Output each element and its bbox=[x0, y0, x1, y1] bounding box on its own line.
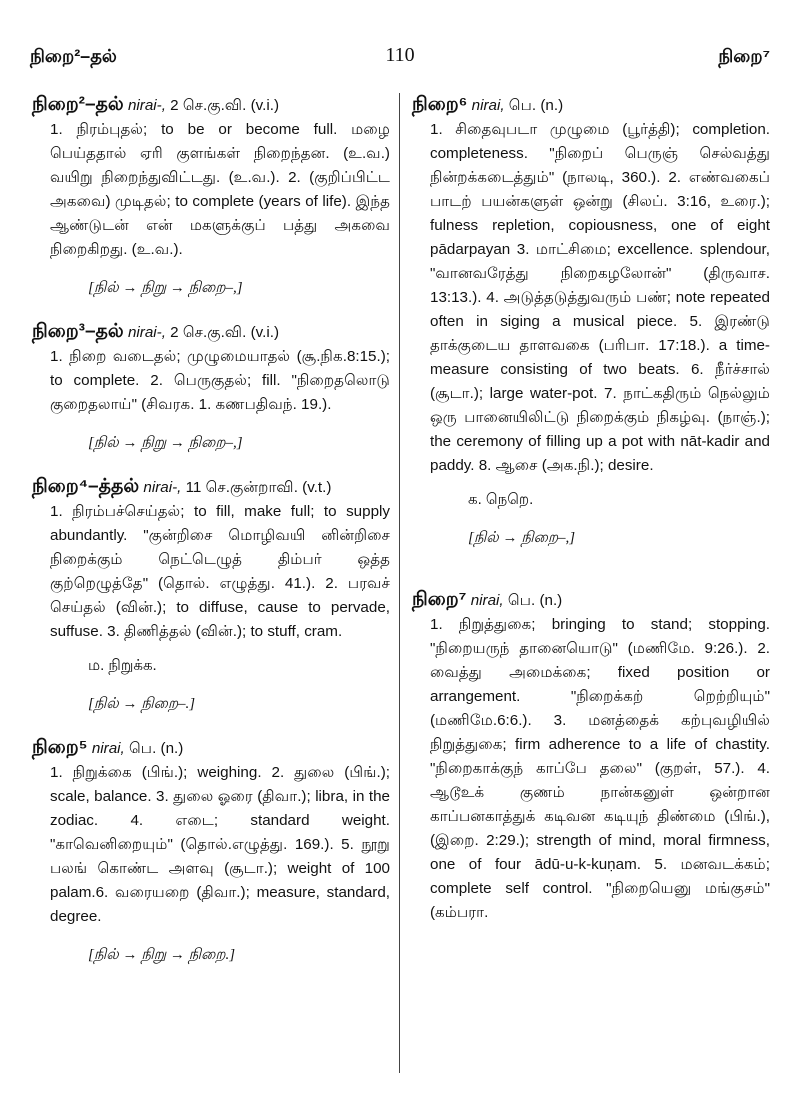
entry-transliteration: nirai, bbox=[91, 740, 125, 757]
entry-part-of-speech: பெ. (n.) bbox=[508, 97, 564, 114]
entry-etymology: [நில் → நிறு → நிறை–,] bbox=[88, 280, 243, 296]
entry-text bbox=[412, 93, 770, 118]
entry-part-of-speech: பெ. (n.) bbox=[507, 592, 563, 609]
entry-transliteration: nirai-, bbox=[143, 479, 182, 496]
entry-transliteration: nirai, bbox=[471, 97, 505, 114]
entry-definition: 1. நிறுத்துகை; bringing to stand; stopping. "நிறையருந் தானையொடு" (மணிமே. 9:26.). 2. வைத்து அமைக்கை; fixed position or arrangement. "நிறைக்கற் றெற்றியும்" (மணிமே.6:6.). 3. மனத்தைக் கற்புவழியில் நிறுத்துகை; firm adherence to a life of chastity. "நிறைகாக்குந் காப்பே தலை" (குறள், 57.). 4. ஆடூஉக் குணம் நான்கனுள் ஒன்றான காப்பனகாத்துக் கடிவன கடியுந் திண்மை (பிங்.), (இறை. 2:29.); strength of mind, moral firmness, one of four ādū-u-k-kuṇam. 5. மனவடக்கம்; complete self control. "நிறையெனு மங்குசம்" (கம்பரா. bbox=[430, 616, 770, 921]
right-column bbox=[412, 93, 770, 1070]
entry-definition: 1. நிரம்புதல்; to be or become full. மழை பெய்ததால் ஏரி குளங்கள் நிறைந்தன. (உ.வ.) வயிறு நிறைந்துவிட்டது. (உ.வ.). 2. (குறிப்பிட்ட அகவை) முடிதல்; to complete (years of life). இந்த ஆண்டுடன் என் மகளுக்குப் பத்து அகவை நிறைகிறது. (உ.வ.). bbox=[50, 121, 390, 258]
entry-headword: நிறை³–தல் bbox=[32, 321, 124, 342]
entry-text bbox=[32, 736, 390, 761]
entry-etymology: [நில் → நிறு → நிறை–,] bbox=[88, 435, 243, 451]
entry-text bbox=[32, 475, 390, 500]
dictionary-entry bbox=[32, 93, 390, 300]
entry-transliteration: nirai, bbox=[470, 592, 504, 609]
left-column bbox=[32, 93, 390, 1070]
entry-headword: நிறை⁴–த்தல் bbox=[32, 476, 140, 497]
entry-etymology: [நில் → நிறை–,] bbox=[468, 530, 576, 546]
entry-text bbox=[32, 93, 390, 118]
entry-definition: 1. நிரம்பச்செய்தல்; to fill, make full; to supply abundantly. "குன்றிசை மொழிவயி னின்றிசை நிறைக்கும் நெட்டெழுத் திம்பர் ஒத்த குற்றெழுத்தே" (தொல். எழுத்து. 41.). 2. பரவச் செய்தல் (வின்.); to diffuse, cause to pervade, suffuse. 3. திணித்தல் (வின்.); to stuff, cram. bbox=[50, 503, 390, 640]
entry-definition: 1. நிறுக்கை (பிங்.); weighing. 2. துலை (பிங்.); scale, balance. 3. துலை ஓரை (திவா.); libra, in the zodiac. 4. எடை; standard weight. "காவெனிறையும்" (தொல்.எழுத்து. 169.). 5. நூறு பலங் கொண்ட அளவு (சூடா.); weight of 100 palam.6. வரையறை (திவா.); measure, standard, degree. bbox=[50, 764, 390, 925]
entry-headword: நிறை²–தல் bbox=[32, 94, 124, 115]
entry-part-of-speech: 2 செ.கு.வி. (v.i.) bbox=[170, 324, 280, 341]
entry-cognate: ம. நிறுக்க. bbox=[88, 657, 157, 674]
dictionary-entry bbox=[412, 93, 770, 550]
dictionary-entry bbox=[32, 320, 390, 455]
entry-definition: 1. நிறை வடைதல்; முழுமையாதல் (சூ.நிக.8:15.); to complete. 2. பெருகுதல்; fill. "நிறைதலொடு குறைதலாய்" (சிவரக. 1. கணபதிவந். 19.). bbox=[50, 348, 390, 413]
entry-headword: நிறை⁶ bbox=[412, 94, 468, 115]
entry-part-of-speech: பெ. (n.) bbox=[128, 740, 184, 757]
dictionary-entry bbox=[32, 736, 390, 967]
dictionary-entry bbox=[32, 475, 390, 716]
entry-text bbox=[412, 588, 770, 613]
page-header bbox=[30, 46, 770, 76]
entry-etymology: [நில் → நிறு → நிறை.] bbox=[88, 947, 236, 963]
entry-transliteration: nirai-, bbox=[127, 324, 166, 341]
header-right-headword: நிறை⁷ bbox=[718, 46, 770, 66]
header-left-headword: நிறை²–தல் bbox=[30, 46, 117, 66]
entry-part-of-speech: 11 செ.குன்றாவி. (v.t.) bbox=[185, 479, 332, 496]
entry-etymology: [நில் → நிறை–.] bbox=[88, 696, 196, 712]
entry-text bbox=[32, 320, 390, 345]
column-divider bbox=[399, 93, 400, 1073]
entry-headword: நிறை⁷ bbox=[412, 589, 467, 610]
entry-definition: 1. சிதைவுபடா முழுமை (பூர்த்தி); completion. completeness. "நிறைப் பெருஞ் செல்வத்து நின்றக்கடைத்தும்" (நாலடி, 360.). 2. எண்வகைப் பாடற் பயன்களுள் ஒன்று (சிலப். 3:16, உரை.); fulness repletion, copiousness, one of eight pādarpayan 3. மாட்சிமை; excellence. splendour, "வானவரேத்து நிறைகழலோன்" (திருவாச. 13:13.). 4. அடுத்தடுத்துவரும் பண்; note repeated often in siging a musical piece. 5. இரண்டு தாக்குடைய தாளவகை (பரிபா. 17:18.). a time-measure consisting of two beats. 6. நீர்ச்சால் (சூடா.); large water-pot. 7. நாட்கதிரும் நெல்லும் ஒரு பானையிலிட்டு நிறைக்கும் நிகழ்வு. (நாஞ்.); the ceremony of filling up a pot with nāt-kadir and paddy. 8. ஆசை (அக.நி.); desire. bbox=[430, 121, 770, 474]
entry-transliteration: nirai-, bbox=[127, 97, 166, 114]
dictionary-entry bbox=[412, 588, 770, 925]
entry-headword: நிறை⁵ bbox=[32, 737, 88, 758]
page-number: 110 bbox=[385, 44, 415, 66]
entry-part-of-speech: 2 செ.கு.வி. (v.i.) bbox=[170, 97, 280, 114]
entry-cognate: க. நெறெ. bbox=[468, 491, 534, 508]
